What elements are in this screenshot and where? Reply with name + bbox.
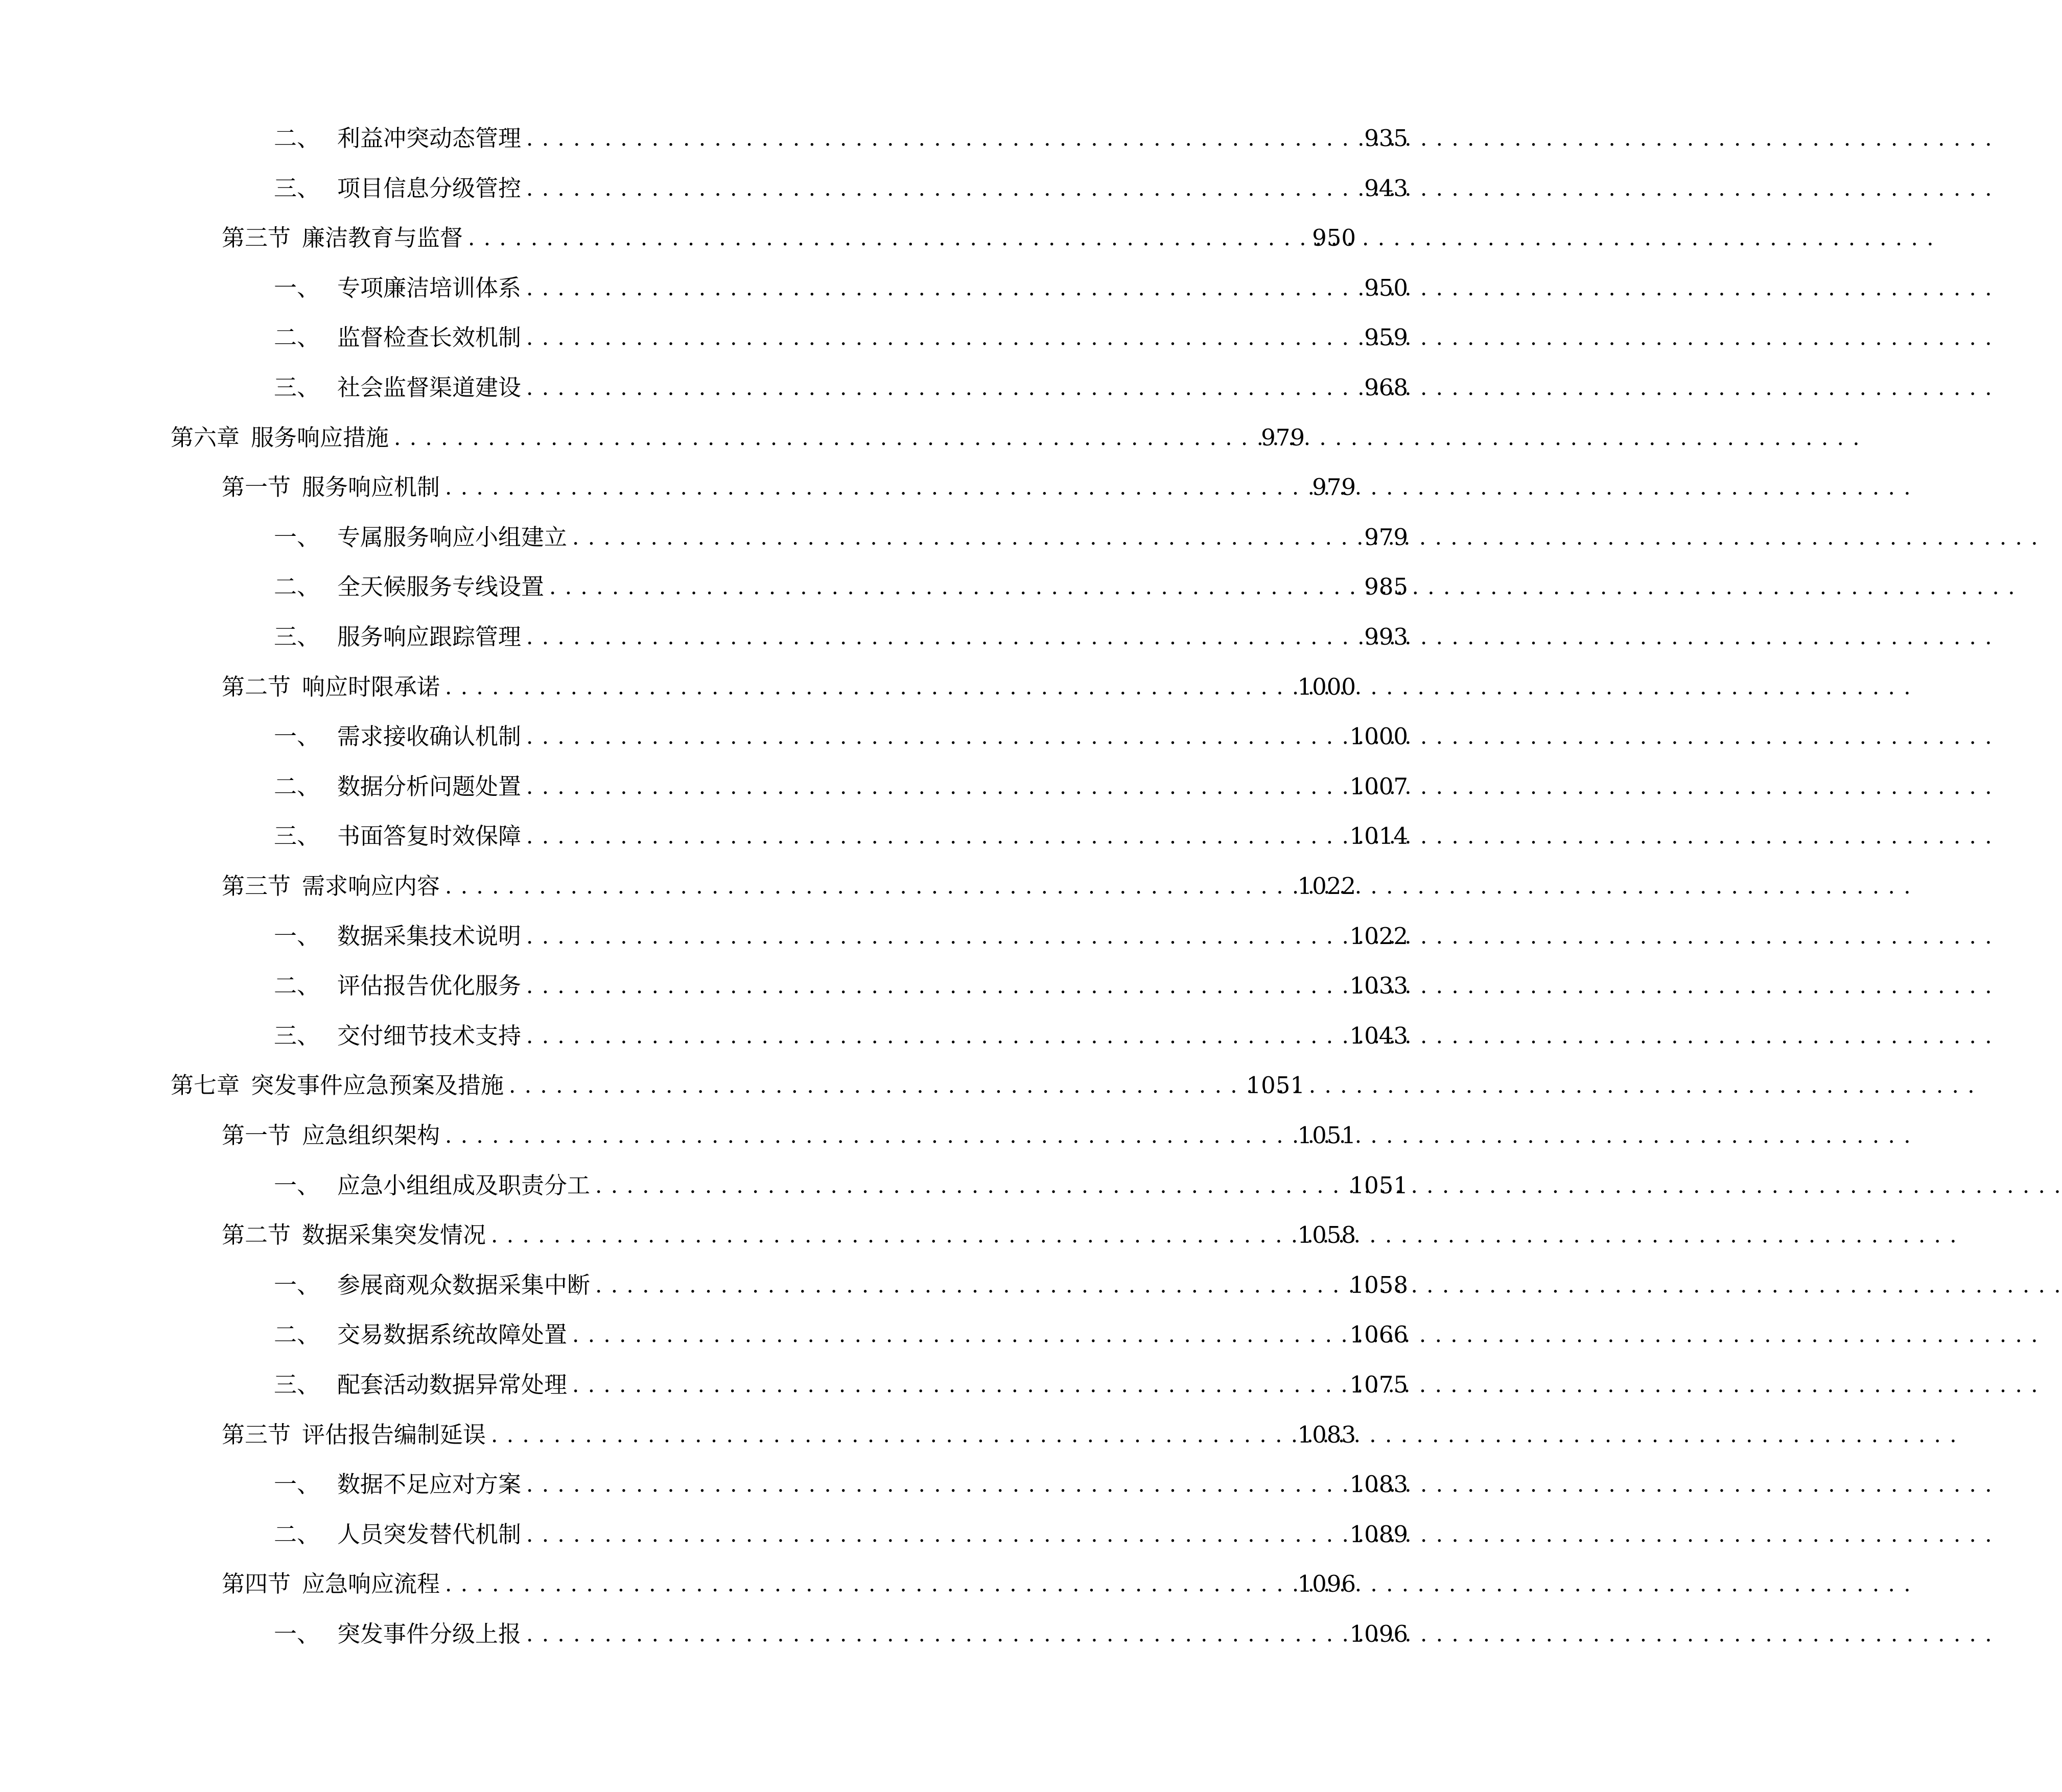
toc-dot-leader bbox=[526, 164, 1340, 213]
toc-section-entry[interactable] bbox=[0, 862, 1489, 911]
toc-entry-number: 一、 bbox=[274, 524, 320, 551]
toc-subsection-entry[interactable] bbox=[0, 1610, 1541, 1659]
toc-entry-title: 数据分析问题处置 bbox=[337, 773, 522, 800]
toc-section-entry[interactable] bbox=[0, 1211, 1489, 1260]
toc-dot-leader bbox=[468, 214, 1287, 263]
toc-entry-title: 全天候服务专线设置 bbox=[337, 573, 545, 600]
toc-entry-number: 第七章 bbox=[171, 1072, 240, 1099]
toc-entry-number: 二、 bbox=[274, 324, 320, 351]
toc-page-number: 1083 bbox=[1297, 1421, 1356, 1448]
toc-dot-leader bbox=[526, 1610, 1340, 1659]
toc-entry-title: 交易数据系统故障处置 bbox=[337, 1321, 568, 1348]
toc-page-number: 950 bbox=[1364, 274, 1408, 301]
toc-entry-number: 第二节 bbox=[222, 673, 291, 700]
toc-page-number: 985 bbox=[1364, 573, 1408, 600]
toc-subsection-entry[interactable] bbox=[0, 363, 1541, 412]
toc-page-number: 1083 bbox=[1349, 1471, 1408, 1498]
toc-entry-number: 二、 bbox=[274, 773, 320, 800]
toc-page-number: 1058 bbox=[1349, 1271, 1408, 1299]
toc-subsection-entry[interactable] bbox=[0, 114, 1541, 163]
toc-subsection-entry[interactable] bbox=[0, 1161, 1541, 1210]
toc-entry-title: 专属服务响应小组建立 bbox=[337, 524, 568, 551]
toc-page-number: 1096 bbox=[1297, 1570, 1356, 1597]
toc-dot-leader bbox=[445, 663, 1287, 712]
toc-entry-number: 第六章 bbox=[171, 424, 240, 451]
toc-dot-leader bbox=[526, 961, 1340, 1010]
toc-page-number: 979 bbox=[1261, 424, 1305, 451]
toc-page-number: 1022 bbox=[1297, 873, 1356, 900]
toc-page-number: 1066 bbox=[1349, 1321, 1408, 1348]
toc-dot-leader bbox=[572, 513, 1340, 562]
toc-dot-leader bbox=[509, 1061, 1236, 1110]
toc-dot-leader bbox=[526, 812, 1340, 861]
toc-entry-number: 二、 bbox=[274, 972, 320, 999]
toc-entry-title: 监督检查长效机制 bbox=[337, 324, 522, 351]
toc-subsection-entry[interactable] bbox=[0, 961, 1541, 1010]
toc-chapter-entry[interactable] bbox=[0, 413, 1438, 462]
toc-entry-title: 参展商观众数据采集中断 bbox=[337, 1271, 591, 1299]
toc-entry-number: 第三节 bbox=[222, 873, 291, 900]
toc-entry-title: 需求接收确认机制 bbox=[337, 723, 522, 750]
toc-entry-title: 社会监督渠道建设 bbox=[337, 374, 522, 401]
toc-entry-number: 一、 bbox=[274, 274, 320, 301]
toc-entry-number: 三、 bbox=[274, 1371, 320, 1398]
toc-entry-number: 一、 bbox=[274, 1172, 320, 1199]
toc-dot-leader bbox=[526, 313, 1340, 362]
toc-page-number: 1096 bbox=[1349, 1620, 1408, 1647]
toc-page-number: 1000 bbox=[1297, 673, 1356, 700]
toc-entry-number: 三、 bbox=[274, 374, 320, 401]
toc-page-number: 979 bbox=[1364, 524, 1408, 551]
toc-entry-title: 评估报告编制延误 bbox=[302, 1421, 486, 1448]
toc-section-entry[interactable] bbox=[0, 214, 1489, 263]
toc-entry-title: 响应时限承诺 bbox=[302, 673, 440, 700]
toc-subsection-entry[interactable] bbox=[0, 1360, 1541, 1409]
toc-dot-leader bbox=[526, 264, 1340, 313]
toc-dot-leader bbox=[491, 1410, 1287, 1459]
toc-page-number: 1014 bbox=[1349, 822, 1408, 850]
toc-page-number: 1000 bbox=[1349, 723, 1408, 750]
toc-subsection-entry[interactable] bbox=[0, 1510, 1541, 1559]
toc-page-number: 979 bbox=[1312, 474, 1356, 501]
toc-entry-number: 三、 bbox=[274, 822, 320, 850]
toc-subsection-entry[interactable] bbox=[0, 513, 1541, 562]
toc-page-number: 1033 bbox=[1349, 972, 1408, 999]
toc-page-number: 968 bbox=[1364, 374, 1408, 401]
toc-entry-title: 数据采集技术说明 bbox=[337, 923, 522, 950]
toc-dot-leader bbox=[526, 363, 1340, 412]
toc-page-number: 1051 bbox=[1246, 1072, 1305, 1099]
toc-chapter-entry[interactable] bbox=[0, 1061, 1438, 1110]
toc-dot-leader bbox=[526, 712, 1340, 761]
toc-subsection-entry[interactable] bbox=[0, 1011, 1541, 1060]
toc-page-number: 1058 bbox=[1297, 1221, 1356, 1248]
toc-entry-number: 第一节 bbox=[222, 1122, 291, 1149]
toc-section-entry[interactable] bbox=[0, 1560, 1489, 1609]
toc-entry-number: 第四节 bbox=[222, 1570, 291, 1597]
toc-entry-number: 一、 bbox=[274, 923, 320, 950]
toc-entry-number: 一、 bbox=[274, 1271, 320, 1299]
toc-subsection-entry[interactable] bbox=[0, 313, 1541, 362]
toc-entry-title: 人员突发替代机制 bbox=[337, 1521, 522, 1548]
toc-entry-title: 应急小组组成及职责分工 bbox=[337, 1172, 591, 1199]
toc-entry-number: 第三节 bbox=[222, 224, 291, 251]
toc-section-entry[interactable] bbox=[0, 463, 1489, 512]
toc-page-number: 1089 bbox=[1349, 1521, 1408, 1548]
toc-dot-leader bbox=[572, 1310, 1340, 1359]
toc-page-number: 1051 bbox=[1297, 1122, 1356, 1149]
toc-entry-number: 第三节 bbox=[222, 1421, 291, 1448]
toc-dot-leader bbox=[595, 1161, 1340, 1210]
toc-subsection-entry[interactable] bbox=[0, 612, 1541, 662]
toc-subsection-entry[interactable] bbox=[0, 712, 1541, 761]
toc-dot-leader bbox=[526, 1510, 1340, 1559]
toc-subsection-entry[interactable] bbox=[0, 562, 1541, 611]
toc-page-number: 943 bbox=[1364, 175, 1408, 202]
toc-subsection-entry[interactable] bbox=[0, 912, 1541, 961]
toc-subsection-entry[interactable] bbox=[0, 164, 1541, 213]
toc-entry-title: 服务响应措施 bbox=[251, 424, 389, 451]
toc-section-entry[interactable] bbox=[0, 1111, 1489, 1160]
toc-entry-number: 一、 bbox=[274, 723, 320, 750]
toc-entry-title: 利益冲突动态管理 bbox=[337, 125, 522, 152]
toc-entry-number: 三、 bbox=[274, 175, 320, 202]
toc-page-number: 1075 bbox=[1349, 1371, 1408, 1398]
toc-entry-number: 三、 bbox=[274, 1022, 320, 1049]
toc-entry-title: 评估报告优化服务 bbox=[337, 972, 522, 999]
toc-entry-number: 第一节 bbox=[222, 474, 291, 501]
toc-page-number: 1043 bbox=[1349, 1022, 1408, 1049]
toc-dot-leader bbox=[526, 912, 1340, 961]
toc-section-entry[interactable] bbox=[0, 663, 1489, 712]
toc-dot-leader bbox=[572, 1360, 1340, 1409]
toc-dot-leader bbox=[445, 463, 1287, 512]
toc-entry-title: 书面答复时效保障 bbox=[337, 822, 522, 850]
toc-page-number: 959 bbox=[1364, 324, 1408, 351]
toc-entry-number: 二、 bbox=[274, 573, 320, 600]
toc-subsection-entry[interactable] bbox=[0, 1261, 1541, 1310]
toc-page-number: 1007 bbox=[1349, 773, 1408, 800]
toc-dot-leader bbox=[526, 612, 1340, 662]
toc-entry-number: 二、 bbox=[274, 1521, 320, 1548]
toc-entry-title: 服务响应跟踪管理 bbox=[337, 623, 522, 650]
toc-page-number: 950 bbox=[1312, 224, 1356, 251]
toc-subsection-entry[interactable] bbox=[0, 812, 1541, 861]
toc-entry-title: 廉洁教育与监督 bbox=[302, 224, 463, 251]
toc-dot-leader bbox=[445, 862, 1287, 911]
toc-entry-title: 突发事件应急预案及措施 bbox=[251, 1072, 504, 1099]
toc-page-number: 1022 bbox=[1349, 923, 1408, 950]
toc-entry-title: 应急组织架构 bbox=[302, 1122, 440, 1149]
toc-subsection-entry[interactable] bbox=[0, 1310, 1541, 1359]
toc-page-number: 993 bbox=[1364, 623, 1408, 650]
toc-dot-leader bbox=[445, 1560, 1287, 1609]
toc-entry-title: 数据不足应对方案 bbox=[337, 1471, 522, 1498]
toc-entry-title: 项目信息分级管控 bbox=[337, 175, 522, 202]
toc-entry-number: 二、 bbox=[274, 1321, 320, 1348]
toc-dot-leader bbox=[526, 1011, 1340, 1060]
toc-dot-leader bbox=[526, 762, 1340, 811]
toc-dot-leader bbox=[491, 1211, 1287, 1260]
toc-dot-leader bbox=[549, 562, 1340, 611]
toc-dot-leader bbox=[445, 1111, 1287, 1160]
toc-entry-number: 三、 bbox=[274, 623, 320, 650]
toc-entry-number: 一、 bbox=[274, 1620, 320, 1647]
toc-dot-leader bbox=[595, 1261, 1340, 1310]
toc-page-number: 935 bbox=[1364, 125, 1408, 152]
toc-entry-title: 需求响应内容 bbox=[302, 873, 440, 900]
toc-subsection-entry[interactable] bbox=[0, 1460, 1541, 1509]
toc-dot-leader bbox=[526, 114, 1340, 163]
toc-subsection-entry[interactable] bbox=[0, 264, 1541, 313]
toc-dot-leader bbox=[394, 413, 1236, 462]
toc-section-entry[interactable] bbox=[0, 1410, 1489, 1459]
toc-entry-title: 应急响应流程 bbox=[302, 1570, 440, 1597]
toc-subsection-entry[interactable] bbox=[0, 762, 1541, 811]
toc-entry-title: 专项廉洁培训体系 bbox=[337, 274, 522, 301]
toc-page-number: 1051 bbox=[1349, 1172, 1408, 1199]
toc-entry-title: 服务响应机制 bbox=[302, 474, 440, 501]
toc-entry-title: 数据采集突发情况 bbox=[302, 1221, 486, 1248]
toc-dot-leader bbox=[526, 1460, 1340, 1509]
toc-entry-title: 突发事件分级上报 bbox=[337, 1620, 522, 1647]
toc-entry-title: 交付细节技术支持 bbox=[337, 1022, 522, 1049]
toc-entry-number: 二、 bbox=[274, 125, 320, 152]
toc-entry-title: 配套活动数据异常处理 bbox=[337, 1371, 568, 1398]
toc-entry-number: 一、 bbox=[274, 1471, 320, 1498]
toc-entry-number: 第二节 bbox=[222, 1221, 291, 1248]
